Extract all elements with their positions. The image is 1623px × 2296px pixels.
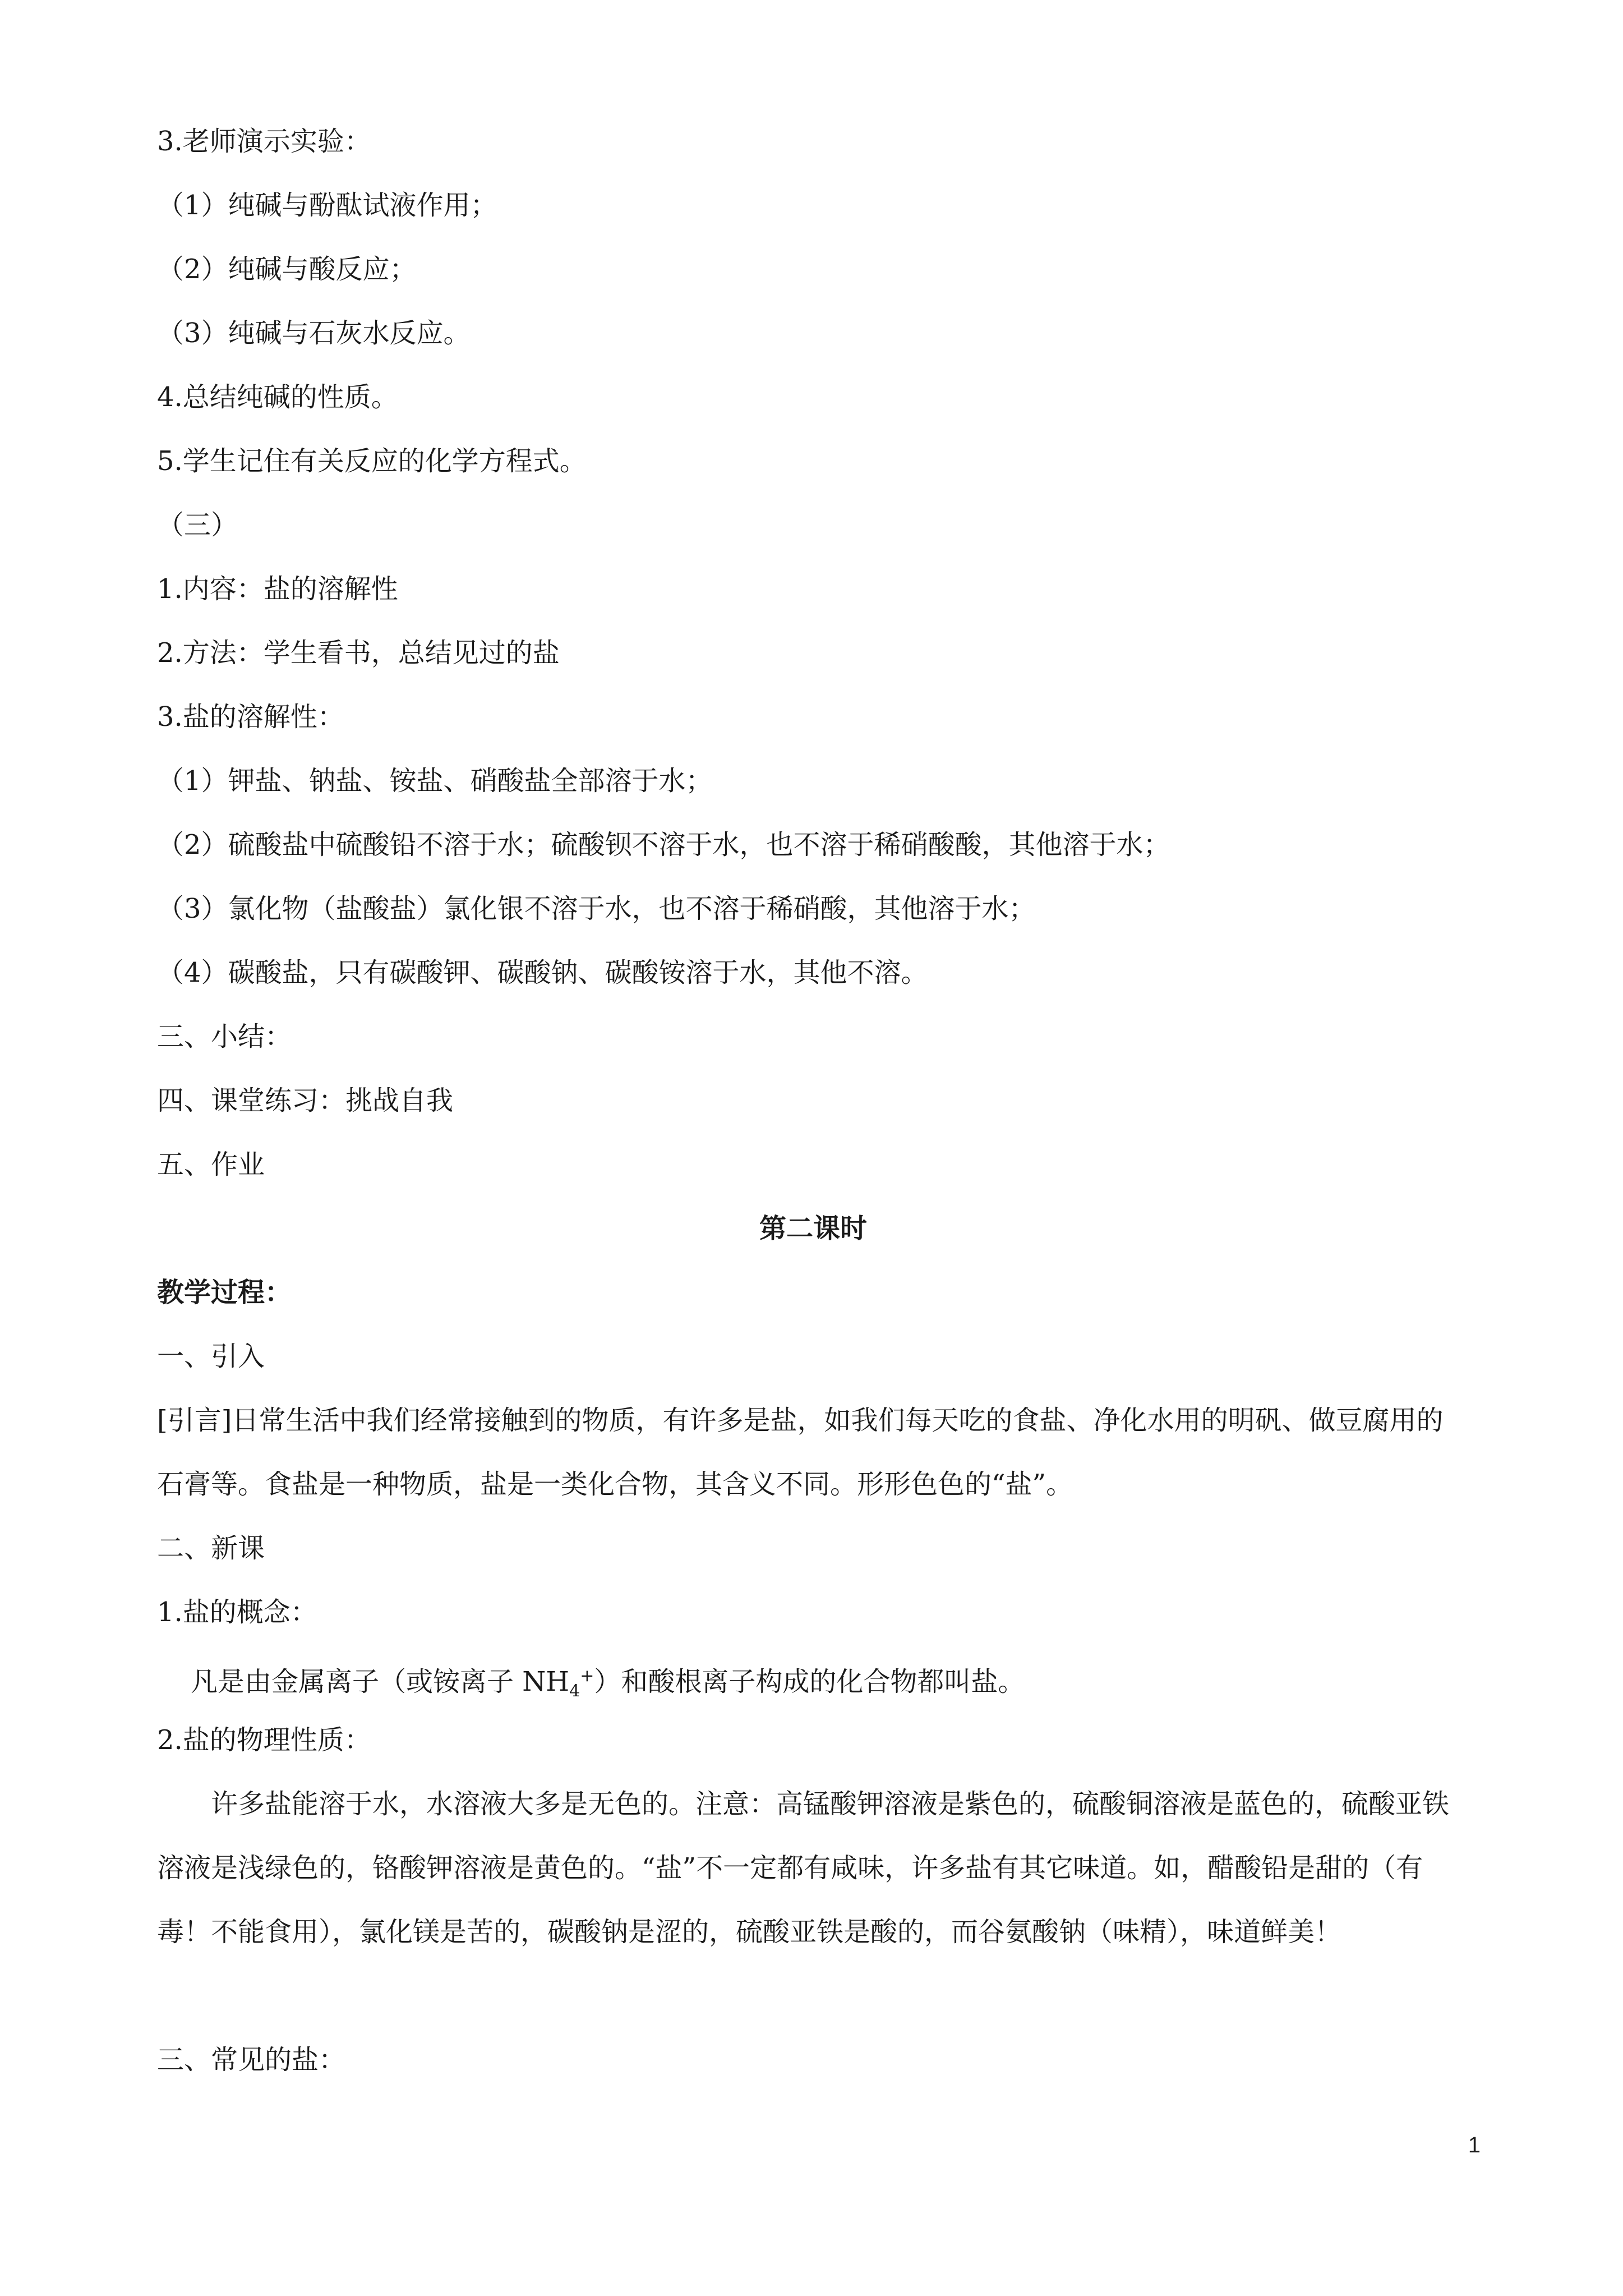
lesson-title: 第二课时	[759, 1213, 867, 1244]
text-line: （2）纯碱与酸反应；	[157, 254, 417, 285]
text-line: 4.总结纯碱的性质。	[157, 381, 398, 413]
text-line: （3）纯碱与石灰水反应。	[157, 318, 471, 349]
section-heading: 三、常见的盐：	[157, 2044, 346, 2076]
text-line: 2.盐的物理性质：	[157, 1724, 371, 1756]
text-line: （2）硫酸盐中硫酸铅不溶于水；硫酸钡不溶于水，也不溶于稀硝酸酸，其他溶于水；	[157, 829, 1170, 861]
text-line: 3.盐的溶解性：	[157, 701, 344, 733]
text-line: 3.老师演示实验：	[157, 126, 371, 157]
text-line: 1.内容：盐的溶解性	[157, 573, 398, 605]
text-line: （1）钾盐、钠盐、铵盐、硝酸盐全部溶于水；	[157, 765, 713, 797]
page-number: 1	[1468, 2133, 1481, 2157]
text-line: 2.方法：学生看书，总结见过的盐	[157, 637, 560, 669]
ammonium-subscript: 4	[569, 1681, 580, 1701]
definition-text-end: ）和酸根离子构成的化合物都叫盐。	[594, 1666, 1025, 1697]
section-heading: 五、作业	[157, 1149, 265, 1180]
section-heading: 一、引入	[157, 1341, 265, 1372]
text-line: （3）氯化物（盐酸盐）氯化银不溶于水，也不溶于稀硝酸，其他溶于水；	[157, 893, 1036, 924]
ammonium-superscript: +	[580, 1666, 594, 1686]
section-heading: 二、新课	[157, 1533, 265, 1564]
section-heading: 四、课堂练习：挑战自我	[157, 1085, 454, 1116]
physical-properties-paragraph: 许多盐能溶于水，水溶液大多是无色的。注意：高锰酸钾溶液是紫色的，硫酸铜溶液是蓝色的，硫酸亚铁溶液是浅绿色的，铬酸钾溶液是黄色的。“盐”不一定都有咸味，许多盐有其它味道。如，醋酸铅是甜的（有毒！不能食用），氯化镁是苦的，碳酸钠是涩的，硫酸亚铁是酸的，而谷氨酸钠（味精），味道鲜美！	[157, 1788, 1450, 1948]
text-line: （1）纯碱与酚酞试液作用；	[157, 190, 497, 221]
teaching-process-heading: 教学过程：	[157, 1277, 292, 1308]
text-line: 1.盐的概念：	[157, 1596, 317, 1628]
section-heading: （三）	[157, 509, 238, 541]
text-line: 5.学生记住有关反应的化学方程式。	[157, 445, 587, 477]
text-line: （4）碳酸盐，只有碳酸钾、碳酸钠、碳酸铵溶于水，其他不溶。	[157, 957, 928, 988]
salt-definition	[157, 1659, 1469, 1709]
definition-text-start: 凡是由金属离子（或铵离子 NH	[191, 1666, 570, 1697]
section-heading: 三、小结：	[157, 1021, 292, 1052]
intro-paragraph: [引言]日常生活中我们经常接触到的物质，有许多是盐，如我们每天吃的食盐、净化水用的明矾、做豆腐用的石膏等。食盐是一种物质，盐是一类化合物，其含义不同。形形色色的“盐”。	[157, 1405, 1444, 1500]
